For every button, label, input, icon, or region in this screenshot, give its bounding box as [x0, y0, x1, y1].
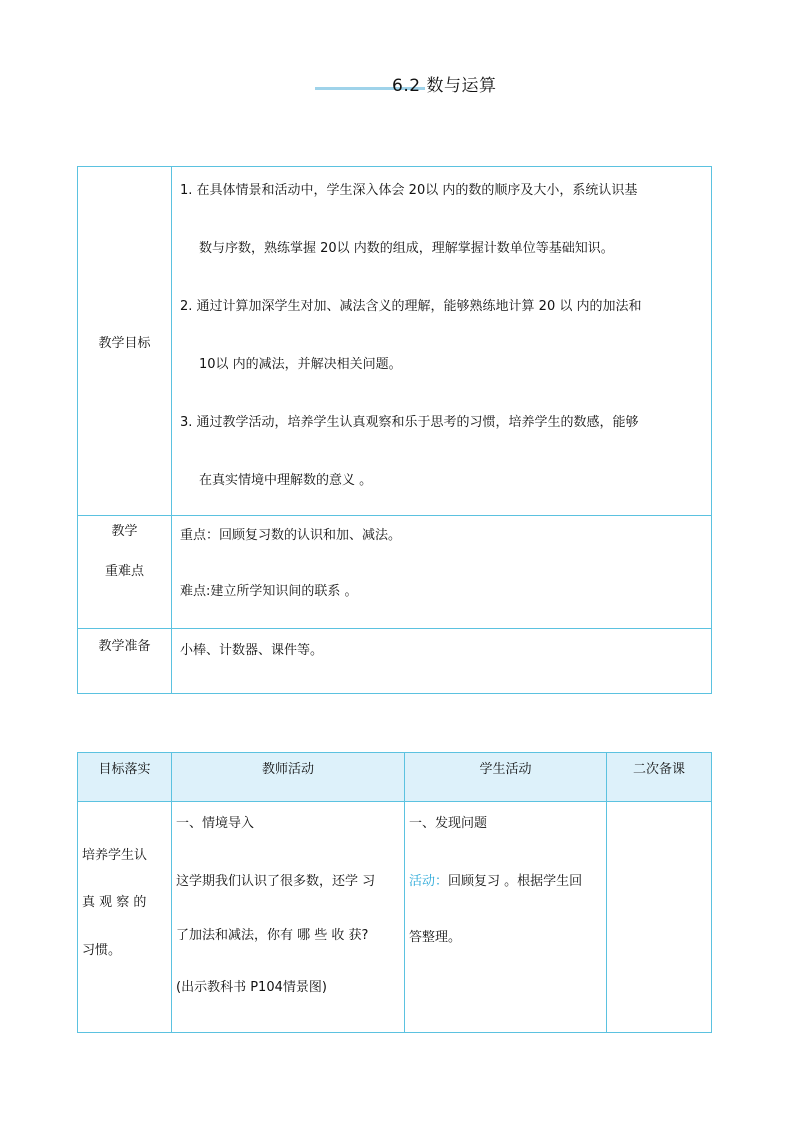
header-teacher: 教师活动 — [172, 753, 405, 802]
goal-cell — [78, 802, 172, 1033]
preparation-cell — [172, 629, 712, 694]
preparation-text: 小棒、计数器、课件等。 — [180, 643, 324, 658]
key-points-cell — [172, 516, 712, 629]
student-line-1-text: 回顾复习 。根据学生回 — [448, 874, 583, 889]
key-points-label-2: 重难点 — [104, 564, 144, 579]
goal-3-line-1: 3. 通过教学活动，培养学生认真观察和乐于思考的习惯，培养学生的数感，能够 — [180, 415, 639, 430]
key-point: 重点：回顾复习数的认识和加、减法。 — [180, 528, 402, 543]
header-goal: 目标落实 — [78, 753, 172, 802]
teacher-heading: 一、情境导入 — [176, 816, 255, 831]
second-prep-cell — [607, 802, 712, 1033]
goal-3-line-2: 在真实情境中理解数的意义 。 — [199, 473, 373, 488]
objectives-table — [77, 166, 712, 694]
teacher-line-1: 这学期我们认识了很多数，还学 习 — [176, 874, 376, 889]
student-line-2: 答整理。 — [409, 930, 462, 945]
preparation-label-cell — [78, 629, 172, 694]
key-points-label-1: 教学 — [111, 524, 138, 539]
goal-line-3: 习惯。 — [82, 943, 122, 958]
goal-2-line-2: 10以 内的减法，并解决相关问题。 — [199, 357, 402, 372]
teacher-cell — [172, 802, 405, 1033]
header-second-prep: 二次备课 — [607, 753, 712, 802]
goal-1-line-2: 数与序数，熟练掌握 20以 内数的组成，理解掌握计数单位等基础知识。 — [199, 241, 614, 256]
key-points-label-cell — [78, 516, 172, 629]
goals-label: 教学目标 — [98, 335, 151, 351]
goal-line-2: 真 观 察 的 — [82, 895, 147, 910]
header-student: 学生活动 — [405, 753, 607, 802]
activity-table — [77, 752, 712, 1033]
goal-1-line-1: 1. 在具体情景和活动中，学生深入体会 20以 内的数的顺序及大小，系统认识基 — [180, 183, 638, 198]
goal-line-1: 培养学生认 — [82, 848, 148, 863]
activity-tag: 活动： — [409, 874, 449, 889]
student-line-1 — [405, 858, 606, 910]
difficult-point: 难点:建立所学知识间的联系 。 — [180, 584, 358, 599]
goals-label-cell — [78, 167, 172, 516]
student-cell — [405, 802, 607, 1033]
student-heading: 一、发现问题 — [409, 816, 488, 831]
teacher-line-3: (出示教科书 P104情景图) — [176, 980, 327, 995]
page-title: 6.2 数与运算 — [392, 76, 497, 96]
preparation-label: 教学准备 — [98, 639, 151, 654]
teacher-line-2: 了加法和减法，你有 哪 些 收 获? — [176, 928, 369, 943]
goals-cell — [172, 167, 712, 516]
goal-2-line-1: 2. 通过计算加深学生对加、减法含义的理解，能够熟练地计算 20 以 内的加法和 — [180, 299, 642, 314]
